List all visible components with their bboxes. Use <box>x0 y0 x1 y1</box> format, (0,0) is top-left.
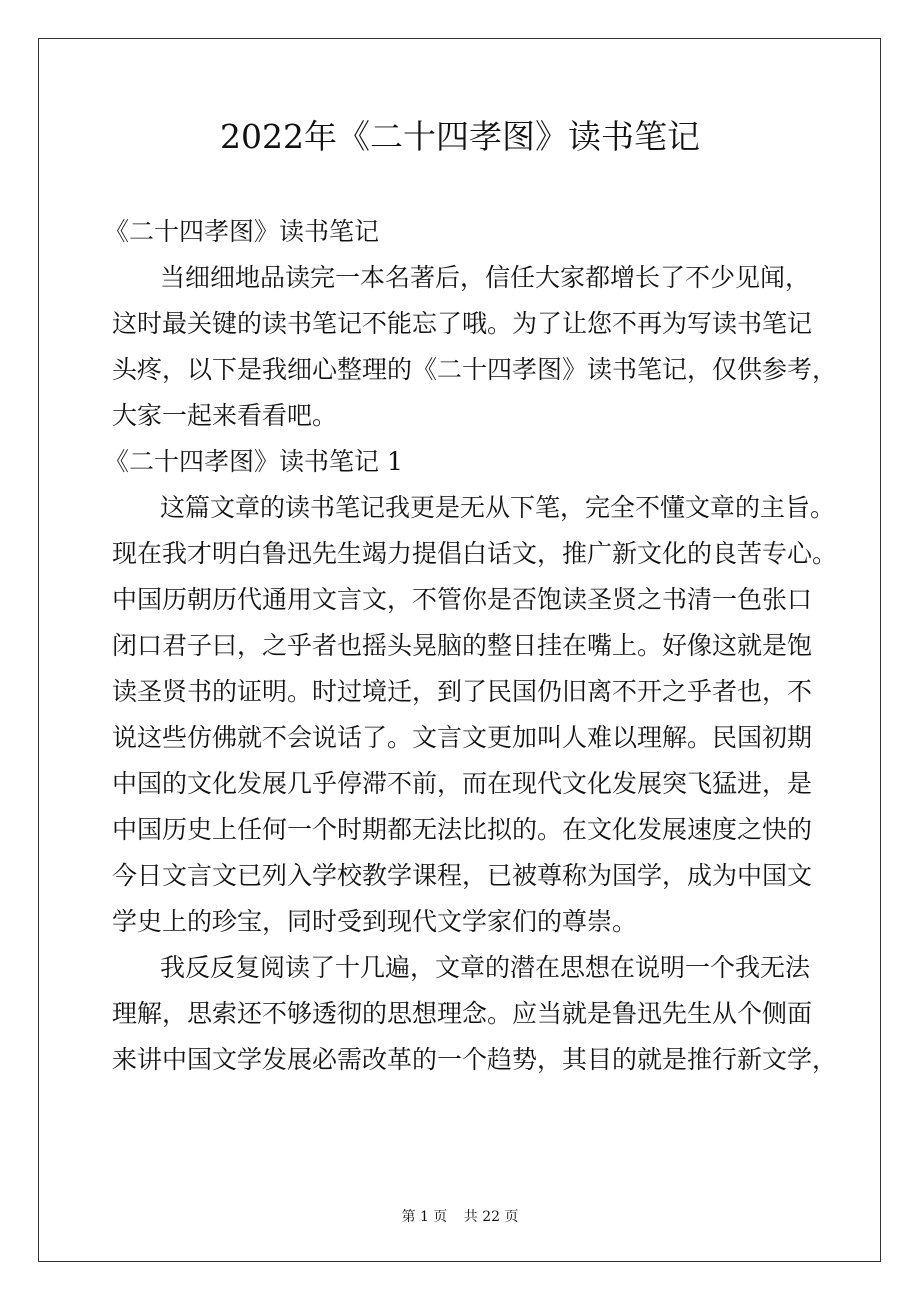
paragraph-line: 我反反复阅读了十几遍，文章的潜在思想在说明一个我无法 <box>160 953 811 982</box>
paragraph-line: 今日文言文已列入学校教学课程，已被尊称为国学，成为中国文 <box>112 861 813 890</box>
paragraph-line: 中国历史上任何一个时期都无法比拟的。在文化发展速度之快的 <box>112 815 813 844</box>
paragraph-line: 这时最关键的读书笔记不能忘了哦。为了让您不再为写读书笔记 <box>112 309 813 338</box>
paragraph-line: 大家一起来看看吧。 <box>112 401 338 430</box>
paragraph-line: 学史上的珍宝，同时受到现代文学家们的尊崇。 <box>112 907 638 936</box>
paragraph-line: 读圣贤书的证明。时过境迁，到了民国仍旧离不开之乎者也，不 <box>112 677 813 706</box>
page-total: 共 22 页 <box>463 1209 519 1225</box>
paragraph-line: 理解，思索还不够透彻的思想理念。应当就是鲁迅先生从个侧面 <box>112 999 813 1028</box>
paragraph-line: 这篇文章的读书笔记我更是无从下笔，完全不懂文章的主旨。 <box>160 493 836 522</box>
paragraph-line: 来讲中国文学发展必需改革的一个趋势，其目的就是推行新文学， <box>112 1045 838 1074</box>
paragraph-line: 中国历朝历代通用文言文，不管你是否饱读圣贤之书清一色张口 <box>112 585 813 614</box>
paragraph-line: 闭口君子曰，之乎者也摇头晃脑的整日挂在嘴上。好像这就是饱 <box>112 631 813 660</box>
section-heading: 《二十四孝图》读书笔记 1 <box>104 447 403 476</box>
paragraph-line: 现在我才明白鲁迅先生竭力提倡白话文，推广新文化的良苦专心。 <box>112 539 838 568</box>
page-number: 第 1 页 <box>401 1209 448 1225</box>
document-title: 2022年《二十四孝图》读书笔记 <box>220 117 700 156</box>
section-heading: 《二十四孝图》读书笔记 <box>104 217 380 246</box>
paragraph-line: 当细细地品读完一本名著后，信任大家都增长了不少见闻， <box>160 263 811 292</box>
document-body <box>104 209 838 1083</box>
paragraph-line: 说这些仿佛就不会说话了。文言文更加叫人难以理解。民国初期 <box>112 723 813 752</box>
paragraph-line: 中国的文化发展几乎停滞不前，而在现代文化发展突飞猛进，是 <box>112 769 813 798</box>
paragraph-line: 头疼，以下是我细心整理的《二十四孝图》读书笔记，仅供参考， <box>112 355 838 384</box>
page-footer <box>0 1206 920 1226</box>
